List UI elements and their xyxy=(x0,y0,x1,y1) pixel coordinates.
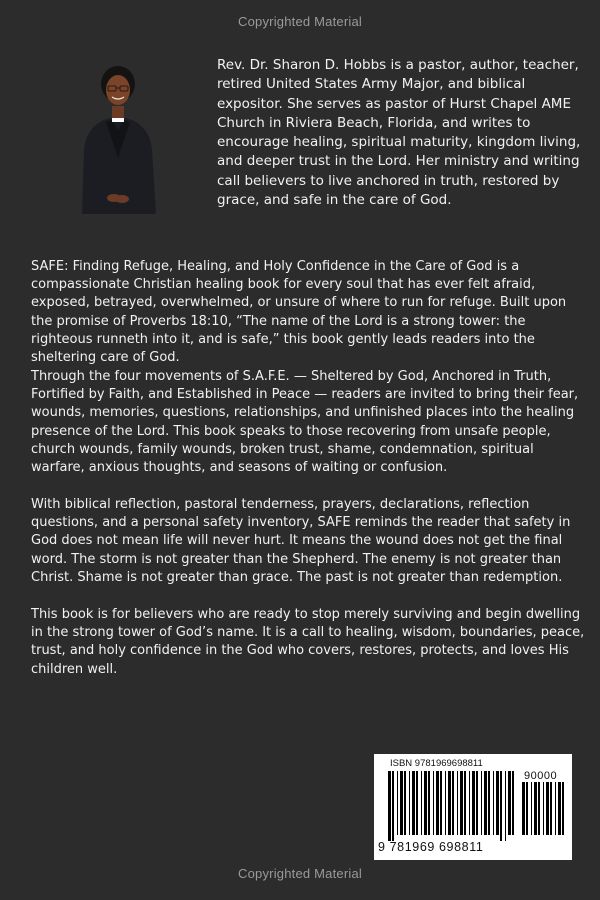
description-paragraph-1: SAFE: Finding Refuge, Healing, and Holy Confidence in the Care of God is a compassionate Christian healing book for every soul that has ever felt afraid, exposed, betrayed, overwhelmed, or unsure of where to run for refuge. Built upon the promise of Proverbs 18:10, “The name of the Lord is a strong tower: the righteous runneth into it, and is safe,” this book gently leads readers into the sheltering care of God. xyxy=(31,259,567,366)
barcode-addon-digits: 90000 xyxy=(524,770,558,782)
description-paragraph-3: With biblical reflection, pastoral tenderness, prayers, declarations, reflection questions, and a personal safety inventory, SAFE reminds the reader that safety in God does not mean life will never hurt. It means the wound does not get the final word. The storm is not greater than the Shepherd. The enemy is not greater than Christ. Shame is not greater than grace. The past is not greater than redemption. xyxy=(31,497,571,585)
watermark-top: Copyrighted Material xyxy=(238,14,362,29)
author-bio: Rev. Dr. Sharon D. Hobbs is a pastor, author, teacher, retired United States Army Major, and biblical expositor. She serves as pastor of Hurst Chapel AME Church in Riviera Beach, Florida, and writes to encourage healing, spiritual maturity, kingdom living, and deeper trust in the Lord. Her ministry and writing call believers to live anchored in truth, restored by grace, and safe in the care of God. xyxy=(217,57,581,209)
isbn-barcode-icon xyxy=(388,771,516,841)
isbn-label: ISBN 9781969698811 xyxy=(390,758,483,769)
author-portrait-icon xyxy=(68,58,168,214)
barcode-digits: 9 781969 698811 xyxy=(378,840,484,854)
watermark-bottom: Copyrighted Material xyxy=(238,866,362,881)
addon-barcode-icon xyxy=(522,782,566,841)
description-paragraph-2: Through the four movements of S.A.F.E. — Sheltered by God, Anchored in Truth, Fortified by Faith, and Established in Peace — readers are invited to bring their fear, wounds, memories, questions, relationships, and unfinished places into the healing presence of the Lord. This book speaks to those recovering from unsafe people, church wounds, family wounds, broken trust, shame, condemnation, spiritual warfare, anxious thoughts, and seasons of waiting or confusion. xyxy=(31,369,579,476)
isbn-barcode xyxy=(374,754,572,860)
description-paragraph-4: This book is for believers who are ready to stop merely surviving and begin dwelling in the strong tower of God’s name. It is a call to healing, wisdom, boundaries, peace, trust, and holy confidence in the God who covers, restores, protects, and loves His children well. xyxy=(31,607,585,677)
